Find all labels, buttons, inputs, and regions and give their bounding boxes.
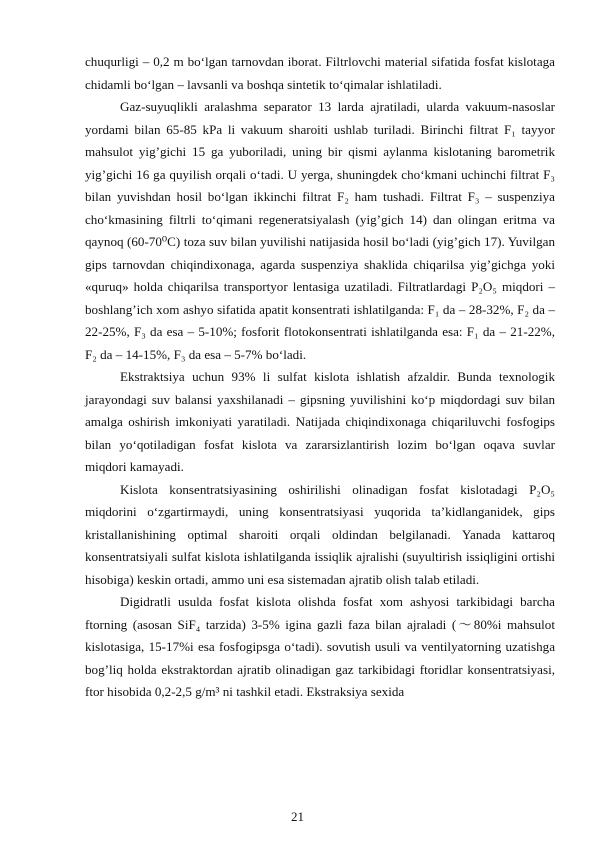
paragraph-2: Gaz-suyuqlikli aralashma separator 13 larda ajratiladi, ularda vakuum-nasoslar yordami bilan 65-85 kPa li vakuum sharoiti ushlab turiladi. Birinchi filtrat F₁ tayyor mahsulot yig’gichi 15 ga yuboriladi, uning bir qismi aylanma kislotaning barometrik yig’gichi 16 ga quyilish orqali o‘tadi. U yerga, shuningdek cho‘kmani uchinchi filtrat F₃ bilan yuvishdan hosil bo‘lgan ikkinchi filtrat F₂ ham tushadi. Filtrat F₃ – suspenziya cho‘kmasining filtrli to‘qimani regeneratsiyalash (yig’gich 14) dan olingan eritma va qaynoq (60-70⁰C) toza suv bilan yuvilishi natijasida hosil bo‘ladi (yig’gich 17). Yuvilgan gips tarnovdan chiqindixonaga, agarda suspenziya shaklida chiqarilsa yig’gichga yoki «quruq» holda chiqarilsa transportyor lentasiga uzatiladi. Filtratlardagi P₂O₅ miqdori – boshlang’ich xom ashyo sifatida apatit konsentrati ishlatilganda: F₁ da – 28-32%, F₂ da – 22-25%, F₃ da esa – 5-10%; fosforit flotokonsentrati ishlatilganda esa: F₁ da – 21-22%, F₂ da – 14-15%, F₃ da esa – 5-7% bo‘ladi.	[85, 99, 555, 362]
paragraph-1: chuqurligi – 0,2 m bo‘lgan tarnovdan iborat. Filtrlovchi material sifatida fosfat kislotaga chidamli bo‘lgan – lavsanli va boshqa sintetik to‘qimalar ishlatiladi.	[85, 54, 555, 92]
paragraph-4: Kislota konsentratsiyasining oshirilishi olinadigan fosfat kislotadagi P₂O₅ miqdorini o‘zgartirmaydi, uning konsentratsiyasi yuqorida ta’kidlanganidek, gips kristallanishining optimal sharoiti orqali oldindan belgilanadi. Yanada kattaroq konsentratsiyali sulfat kislota ishlatilganda issiqlik ajralishi (suyultirish issiqligini ortishi hisobiga) keskin ortadi, ammo uni esa sistemadan ajratib olish talab etiladi.	[85, 481, 555, 587]
page-number: 21	[291, 809, 304, 824]
document-page	[85, 51, 555, 704]
paragraph-3: Ekstraktsiya uchun 93% li sulfat kislota ishlatish afzaldir. Bunda texnologik jarayondagi suv balansi yaxshilanadi – gipsning yuvilishini ko‘p miqdordagi suv bilan amalga oshirish imkoniyati yaratiladi. Natijada chiqindixonaga chiqariluvchi fosfogips bilan yo‘qotiladigan fosfat kislota va zararsizlantirish lozim bo‘lgan oqava suvlar miqdori kamayadi.	[85, 369, 555, 474]
paragraph-5: Digidratli usulda fosfat kislota olishda fosfat xom ashyosi tarkibidagi barcha ftorning (asosan SiF₄ tarzida) 3-5% igina gazli faza bilan ajraladi (～80%i mahsulot kislotasiga, 15-17%i esa fosfogipsga o‘tadi). sovutish usuli va ventilyatorning uzatishga bog’liq holda ekstraktordan ajratib olinadigan gaz tarkibidagi ftoridlar konsentratsiyasi, ftor hisobida 0,2-2,5 g/m³ ni tashkil etadi. Ekstraksiya sexida	[85, 594, 555, 699]
